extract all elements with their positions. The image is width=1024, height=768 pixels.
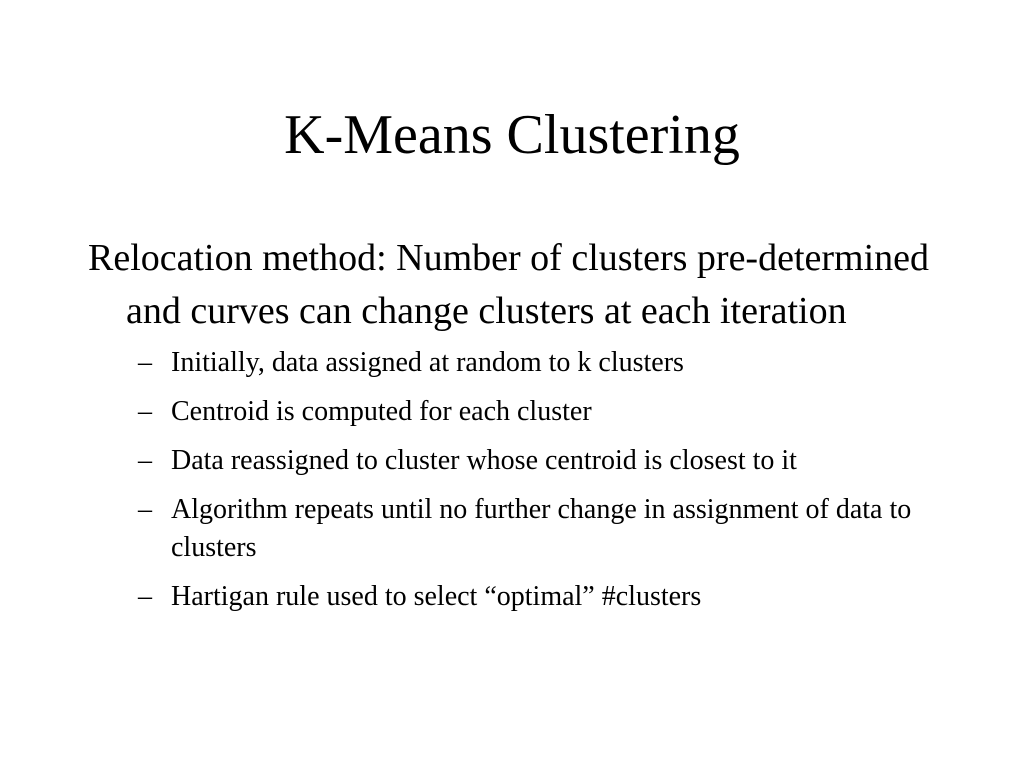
sub-bullet-list (88, 344, 948, 616)
sub-bullet (88, 344, 951, 382)
dash-bullet-marker: – (138, 347, 152, 378)
dash-bullet-marker: – (138, 581, 152, 612)
sub-bullet-text: Centroid is computed for each cluster (171, 396, 592, 427)
slide-content (88, 232, 948, 627)
sub-bullet-text: Hartigan rule used to select “optimal” #clusters (171, 581, 702, 612)
sub-bullet (88, 578, 951, 616)
dash-bullet-marker: – (138, 445, 152, 476)
sub-bullet (88, 491, 951, 567)
sub-bullet (88, 442, 951, 480)
slide-title: K-Means Clustering (284, 104, 740, 166)
sub-bullet-text: Algorithm repeats until no further change in assignment of data to clusters (171, 494, 912, 563)
sub-bullet-text: Initially, data assigned at random to k clusters (171, 347, 684, 378)
dash-bullet-marker: – (138, 494, 152, 525)
dash-bullet-marker: – (138, 396, 152, 427)
sub-bullet-text: Data reassigned to cluster whose centroid is closest to it (171, 445, 797, 476)
main-bullet: Relocation method: Number of clusters pre-determined and curves can change clusters at each iteration (88, 237, 930, 332)
sub-bullet (88, 393, 951, 431)
